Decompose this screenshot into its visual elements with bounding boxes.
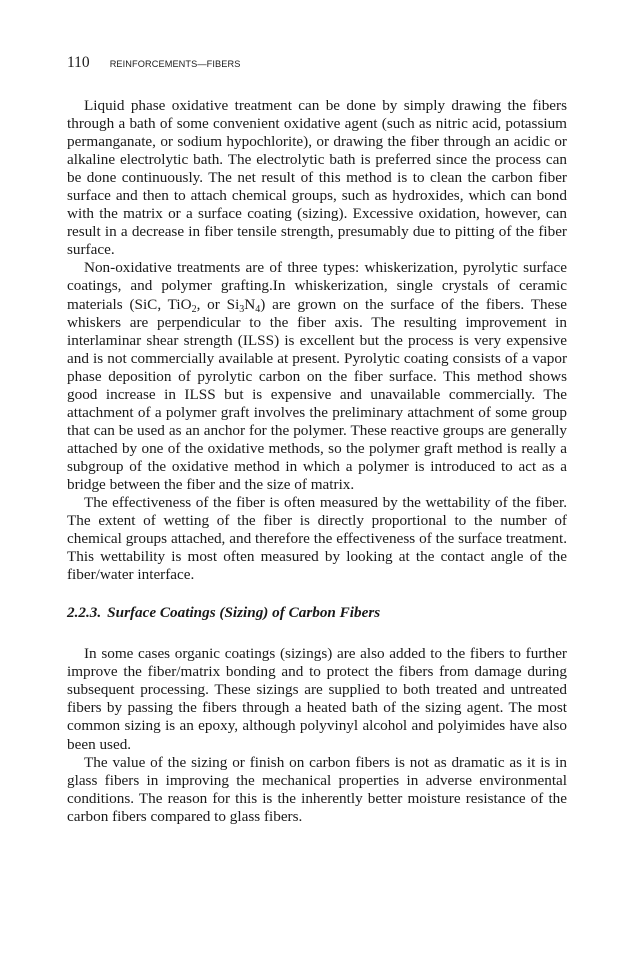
subscript: 2 xyxy=(191,303,197,315)
running-head: REINFORCEMENTS—FIBERS xyxy=(109,59,241,69)
paragraph-organic-coatings: In some cases organic coatings (sizings) are also added to the fibers to further improve the fiber/matrix bonding and to protect the fibers from damage during subsequent processing. These sizings are supplied to both treated and untreated fibers by passing the fibers through a heated bath of the sizing agent. The most common sizing is an epoxy, although polyvinyl alcohol and polyimides have also been used. xyxy=(67,645,567,753)
section-heading xyxy=(67,604,567,622)
section-number: 2.2.3. xyxy=(67,604,102,622)
text-run: Non-oxidative treatments are of three types: whiskerization, pyrolytic surface coatings, and polymer grafting.In whiskerization, single crystals of ceramic materials (SiC, TiO xyxy=(67,259,567,313)
paragraph-liquid-phase-oxidative: Liquid phase oxidative treatment can be done by simply drawing the fibers through a bath of some convenient oxidative agent (such as nitric acid, potassium permanganate, or sodium hypochlorite), or drawing the fiber through an acidic or alkaline electrolytic bath. The electrolytic bath is preferred since the process can be done continuously. The net result of this method is to clean the carbon fiber surface and then to attach chemical groups, such as hydroxides, which can bond with the matrix or a surface coating (sizing). Excessive oxidation, however, can result in a decrease in fiber tensile strength, presumably due to pitting of the fiber surface. xyxy=(67,97,567,259)
text-run: ) are grown on the surface of the fibers. These whiskers are perpendicular to the fiber axis. The resulting improvement in interlaminar shear strength (ILSS) is excellent but the process is very expensive and is not commercially available at present. Pyrolytic coating consists of a vapor phase deposition of pyrolytic carbon on the fiber surface. This method shows good increase in ILSS but is expensive and unavailable commercially. The attachment of a polymer graft involves the preliminary attachment of some group that can be used as an anchor for the polymer. These reactive groups are generally attached by one of the oxidative methods, so the polymer graft method is really a subgroup of the oxidative method in which a polymer is introduced to act as a bridge between the fiber and the size of matrix. xyxy=(67,295,567,493)
subscript: 3 xyxy=(239,303,245,315)
paragraph-wettability: The effectiveness of the fiber is often measured by the wettability of the fiber. The extent of wetting of the fiber is directly proportional to the number of chemical groups attached, and therefore the effectiveness of the surface treatment. This wettability is most often measured by looking at the contact angle of the fiber/water interface. xyxy=(67,494,567,584)
page-number: 110 xyxy=(67,54,90,71)
subscript: 4 xyxy=(255,303,261,315)
section-title: Surface Coatings (Sizing) of Carbon Fibers xyxy=(107,604,381,622)
paragraph-non-oxidative-treatments xyxy=(67,259,567,494)
text-run: N xyxy=(244,295,256,313)
page-body xyxy=(67,97,567,826)
page-header xyxy=(67,54,240,72)
text-run: , or Si xyxy=(196,295,240,313)
paragraph-sizing-value: The value of the sizing or finish on carbon fibers is not as dramatic as it is in glass fibers in improving the mechanical properties in adverse environmental conditions. The reason for this is the inherently better moisture resistance of the carbon fibers compared to glass fibers. xyxy=(67,753,567,825)
